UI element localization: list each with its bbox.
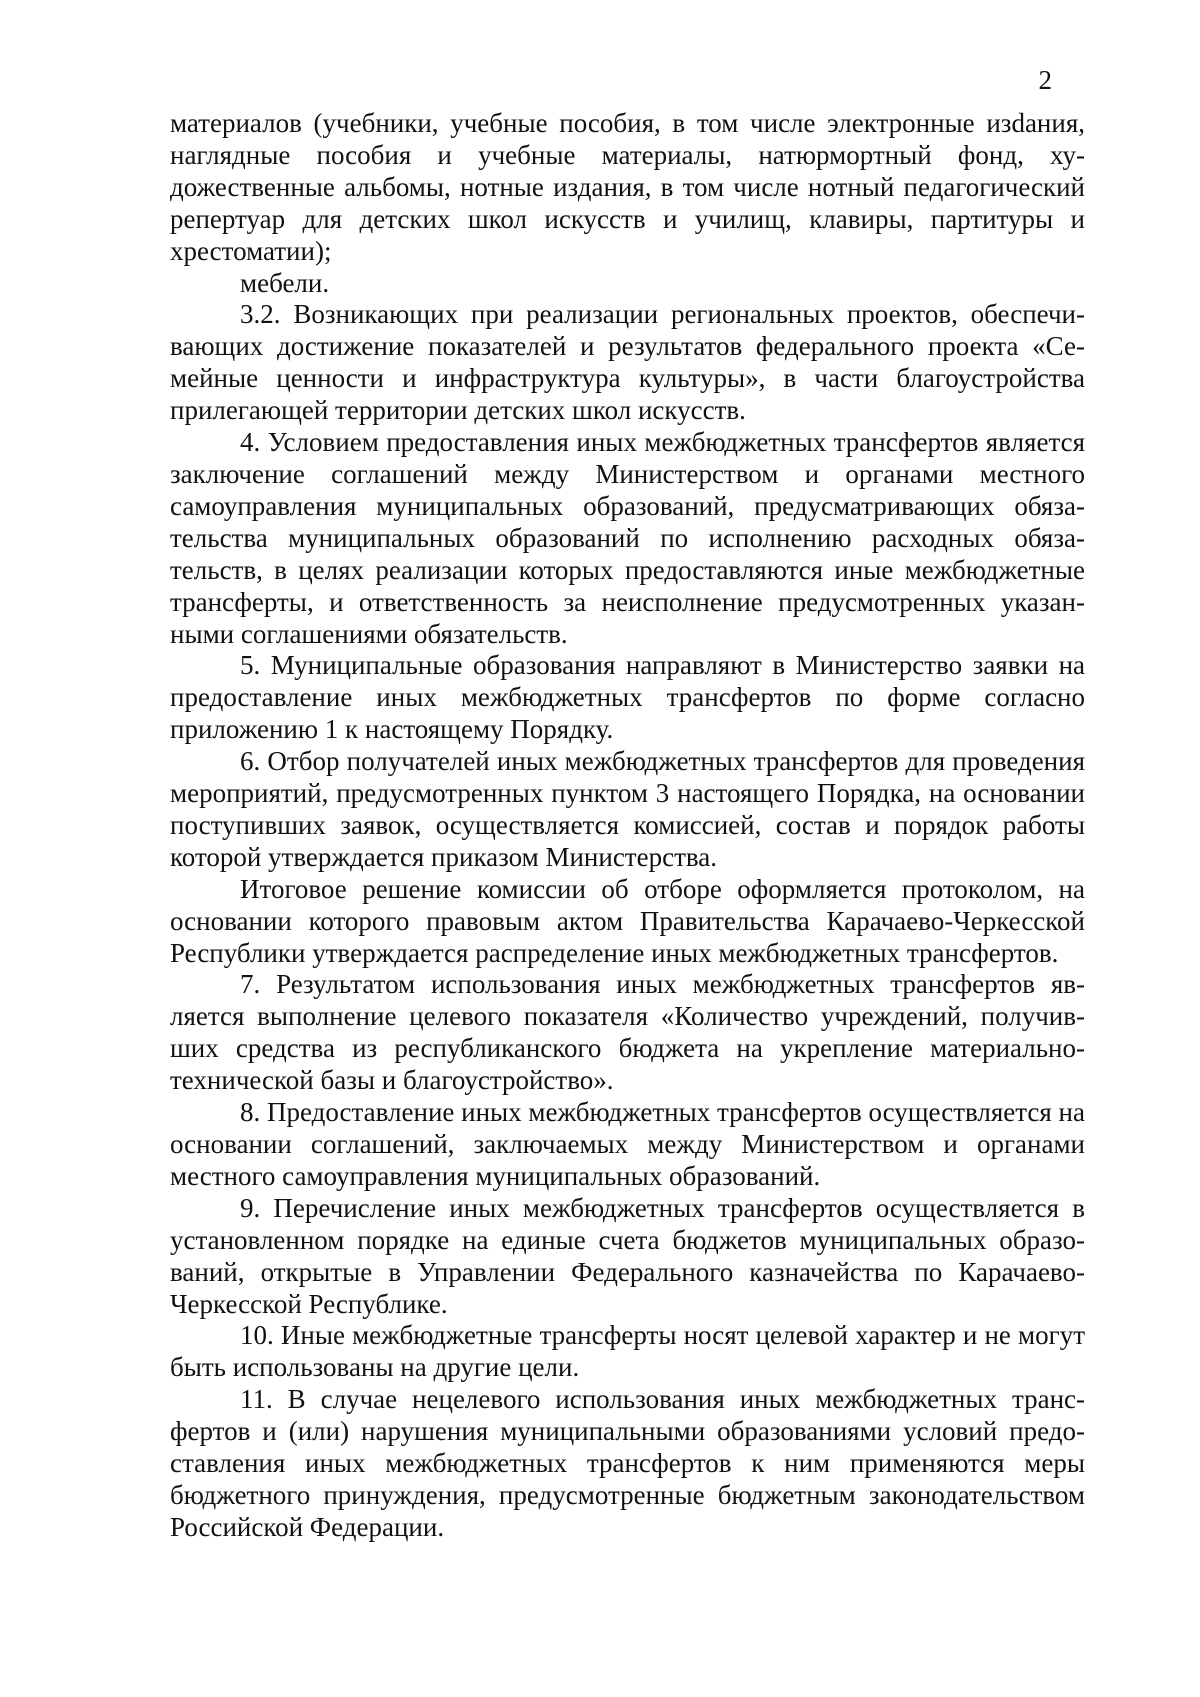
paragraph-4: 4. Условием предоставления иных межбюджетных трансфертов является заключение соглашений между Министерством и органами местного самоуправления муниципальных образований, предусматривающих обязательства муниципальных образований по исполнению расходных обязательств, в целях реализации которых предоставляются иные межбюджетные трансферты, и ответственность за неисполнение предусмотренных указанными соглашениями обязательств. — [170, 427, 1085, 649]
page-number: 2 — [1038, 65, 1052, 95]
paragraph-7: 7. Результатом использования иных межбюджетных трансфертов является выполнение целевого показателя «Количество учреждений, получивших средства из республиканского бюджета на укрепление материально-технической базы и благоустройство». — [170, 969, 1085, 1096]
paragraph-3-2: 3.2. Возникающих при реализации региональных проектов, обеспечивающих достижение показателей и результатов федерального проекта «Семейные ценности и инфраструктура культуры», в части благоустройства прилегающей территории детских школ искусств. — [170, 299, 1085, 426]
paragraph-8: 8. Предоставление иных межбюджетных трансфертов осуществляется на основании соглашений, заключаемых между Министерством и органами местного самоуправления муниципальных образований. — [170, 1097, 1085, 1191]
document-body — [170, 108, 1085, 1544]
paragraph-11: 11. В случае нецелевого использования иных межбюджетных трансфертов и (или) нарушения муниципальными образованиями условий предоставления иных межбюджетных трансфертов к ним применяются меры бюджетного принуждения, предусмотренные бюджетным законодательством Российской Федерации. — [170, 1384, 1085, 1542]
paragraph-furniture: мебели. — [240, 267, 330, 298]
paragraph-6-final-decision: Итоговое решение комиссии об отборе оформляется протоколом, на основании которого правовым актом Правительства Карачаево-Черкесской Республики утверждается распределение иных межбюджетных трансфертов. — [170, 873, 1085, 968]
paragraph-materials-list: материалов (учебники, учебные пособия, в том числе электронные изdания, наглядные пособия и учебные материалы, натюрмортный фонд, художественные альбомы, нотные издания, в том числе нотный педагогический репертуар для детских школ искусств и училищ, клавиры, партитуры и хрестоматии); — [170, 108, 1085, 266]
paragraph-5: 5. Муниципальные образования направляют в Министерство заявки на предоставление иных межбюджетных трансфертов по форме согласно приложению 1 к настоящему Порядку. — [170, 650, 1085, 745]
paragraph-9: 9. Перечисление иных межбюджетных трансфертов осуществляется в установленном порядке на единые счета бюджетов муниципальных образований, открытые в Управлении Федерального казначейства по Карачаево-Черкесской Республике. — [170, 1192, 1085, 1319]
paragraph-6: 6. Отбор получателей иных межбюджетных трансфертов для проведения мероприятий, предусмотренных пунктом 3 настоящего Порядка, на основании поступивших заявок, осуществляется комиссией, состав и порядок работы которой утверждается приказом Министерства. — [170, 746, 1085, 872]
paragraph-10: 10. Иные межбюджетные трансферты носят целевой характер и не могут быть использованы на другие цели. — [170, 1320, 1085, 1383]
